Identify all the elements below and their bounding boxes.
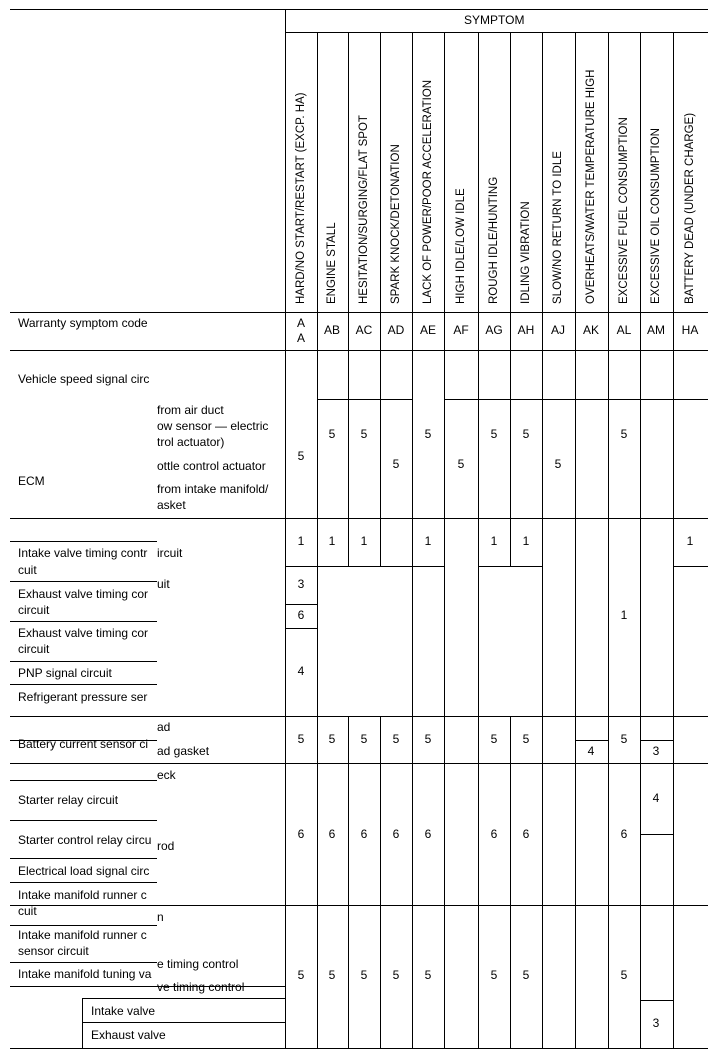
symptom-value: 5 bbox=[328, 427, 336, 441]
symptom-name: BATTERY DEAD (UNDER CHARGE) bbox=[684, 112, 696, 304]
row-label: cuit bbox=[18, 904, 37, 918]
sub-item: ve timing control bbox=[157, 980, 245, 994]
sub-item: Intake valve bbox=[91, 1004, 156, 1018]
symptom-value: 4 bbox=[587, 744, 595, 758]
symptom-name: EXCESSIVE FUEL CONSUMPTION bbox=[618, 117, 630, 304]
symptom-value: 6 bbox=[360, 827, 368, 841]
symptom-value: 1 bbox=[490, 534, 498, 548]
symptom-value: 5 bbox=[360, 732, 368, 746]
symptom-value: 5 bbox=[360, 968, 368, 982]
symptom-value: 5 bbox=[392, 968, 400, 982]
row-label: circuit bbox=[18, 603, 50, 617]
symptom-value: 5 bbox=[620, 968, 628, 982]
sub-item: Exhaust valve bbox=[91, 1028, 166, 1042]
symptom-value: 5 bbox=[620, 427, 628, 441]
symptom-value: 5 bbox=[620, 732, 628, 746]
sub-item: eck bbox=[157, 768, 176, 782]
symptom-value: 1 bbox=[686, 534, 694, 548]
symptom-value: 1 bbox=[522, 534, 530, 548]
warranty-symptom-code-label: Warranty symptom code bbox=[18, 316, 148, 330]
row-label: ECM bbox=[18, 474, 45, 488]
row-label: Starter control relay circu bbox=[18, 833, 152, 847]
warranty-code: AF bbox=[453, 323, 469, 337]
row-label: Refrigerant pressure ser bbox=[18, 690, 148, 704]
symptom-value: 5 bbox=[457, 457, 465, 471]
symptom-value: 6 bbox=[522, 827, 530, 841]
warranty-code: AD bbox=[387, 323, 405, 337]
symptom-value: 5 bbox=[490, 732, 498, 746]
sub-item: n bbox=[157, 910, 164, 924]
symptom-value: 6 bbox=[328, 827, 336, 841]
row-label: Vehicle speed signal circ bbox=[18, 372, 150, 386]
row-label: Starter relay circuit bbox=[18, 793, 119, 807]
symptom-name: SPARK KNOCK/DETONATION bbox=[390, 144, 402, 304]
symptom-value: 4 bbox=[652, 791, 660, 805]
row-label: cuit bbox=[18, 563, 37, 577]
symptom-name: EXCESSIVE OIL CONSUMPTION bbox=[650, 128, 662, 304]
row-label: PNP signal circuit bbox=[18, 666, 112, 680]
symptom-value: 3 bbox=[297, 577, 305, 591]
row-label: Exhaust valve timing cor bbox=[18, 587, 149, 601]
symptom-value: 5 bbox=[328, 968, 336, 982]
symptom-value: 6 bbox=[490, 827, 498, 841]
sub-item: from intake manifold/ bbox=[157, 482, 269, 496]
sub-item: e timing control bbox=[157, 957, 239, 971]
warranty-code: AM bbox=[647, 323, 665, 337]
row-label: sensor circuit bbox=[18, 944, 89, 958]
symptom-value: 5 bbox=[297, 968, 305, 982]
symptom-value: 6 bbox=[424, 827, 432, 841]
symptom-header: SYMPTOM bbox=[464, 13, 525, 27]
row-label: Electrical load signal circ bbox=[18, 864, 150, 878]
symptom-value: 5 bbox=[522, 732, 530, 746]
row-label: Intake manifold runner c bbox=[18, 888, 147, 902]
warranty-code: AG bbox=[485, 323, 503, 337]
row-label: Intake valve timing contr bbox=[18, 546, 148, 560]
row-label: Battery current sensor ci bbox=[18, 737, 149, 751]
symptom-value: 4 bbox=[297, 664, 305, 678]
sub-item: rod bbox=[157, 839, 175, 853]
symptom-value: 5 bbox=[297, 449, 305, 463]
symptom-name: LACK OF POWER/POOR ACCELERATION bbox=[422, 79, 434, 304]
sub-item: ad gasket bbox=[157, 744, 210, 758]
symptom-value: 3 bbox=[652, 1016, 660, 1030]
symptom-value: 6 bbox=[297, 827, 305, 841]
sub-item: asket bbox=[157, 498, 186, 512]
symptom-value: 1 bbox=[360, 534, 368, 548]
warranty-code: AE bbox=[419, 323, 436, 337]
symptom-name: IDLING VIBRATION bbox=[520, 201, 532, 304]
symptom-value: 5 bbox=[424, 968, 432, 982]
symptom-name: SLOW/NO RETURN TO IDLE bbox=[552, 151, 564, 304]
symptom-value: 5 bbox=[490, 427, 498, 441]
row-label: Intake manifold runner c bbox=[18, 928, 147, 942]
symptom-value: 5 bbox=[424, 427, 432, 441]
symptom-name: HARD/NO START/RESTART (EXCP. HA) bbox=[295, 92, 307, 304]
symptom-value: 5 bbox=[522, 968, 530, 982]
symptom-value: 6 bbox=[620, 827, 628, 841]
row-label: circuit bbox=[18, 642, 50, 656]
warranty-code: AL bbox=[616, 323, 632, 337]
warranty-code: HA bbox=[681, 323, 699, 337]
symptom-value: 6 bbox=[297, 608, 305, 622]
symptom-value: 1 bbox=[297, 534, 305, 548]
warranty-code: AC bbox=[355, 323, 373, 337]
symptom-value: 6 bbox=[392, 827, 400, 841]
symptom-name: OVERHEATS/WATER TEMPERATURE HIGH bbox=[585, 69, 597, 304]
symptom-value: 5 bbox=[360, 427, 368, 441]
sub-item: ircuit bbox=[157, 546, 183, 560]
sub-item: trol actuator) bbox=[157, 435, 225, 449]
symptom-value: 5 bbox=[328, 732, 336, 746]
symptom-value: 5 bbox=[392, 457, 400, 471]
symptom-value: 5 bbox=[554, 457, 562, 471]
symptom-name: HIGH IDLE/LOW IDLE bbox=[455, 188, 467, 304]
sub-item: ad bbox=[157, 720, 171, 734]
symptom-value: 5 bbox=[424, 732, 432, 746]
symptom-value: 5 bbox=[522, 427, 530, 441]
symptom-value: 1 bbox=[620, 608, 628, 622]
row-label: Intake manifold tuning va bbox=[18, 967, 152, 981]
warranty-code: AK bbox=[582, 323, 599, 337]
warranty-code: AB bbox=[323, 323, 340, 337]
symptom-value: 1 bbox=[328, 534, 336, 548]
warranty-code: AJ bbox=[550, 323, 565, 337]
symptom-name: HESITATION/SURGING/FLAT SPOT bbox=[358, 115, 370, 304]
sub-item: from air duct bbox=[157, 403, 224, 417]
symptom-value: 3 bbox=[652, 744, 660, 758]
sub-item: ow sensor — electric bbox=[157, 419, 269, 433]
symptom-value: 1 bbox=[424, 534, 432, 548]
symptom-name: ROUGH IDLE/HUNTING bbox=[488, 176, 500, 304]
sub-item: ottle control actuator bbox=[157, 459, 266, 473]
row-label: Exhaust valve timing cor bbox=[18, 626, 149, 640]
symptom-value: 5 bbox=[392, 732, 400, 746]
warranty-code: AA bbox=[296, 316, 305, 345]
symptom-value: 5 bbox=[490, 968, 498, 982]
sub-item: uit bbox=[157, 577, 170, 591]
symptom-name: ENGINE STALL bbox=[326, 222, 338, 304]
symptom-value: 5 bbox=[297, 732, 305, 746]
warranty-code: AH bbox=[517, 323, 535, 337]
